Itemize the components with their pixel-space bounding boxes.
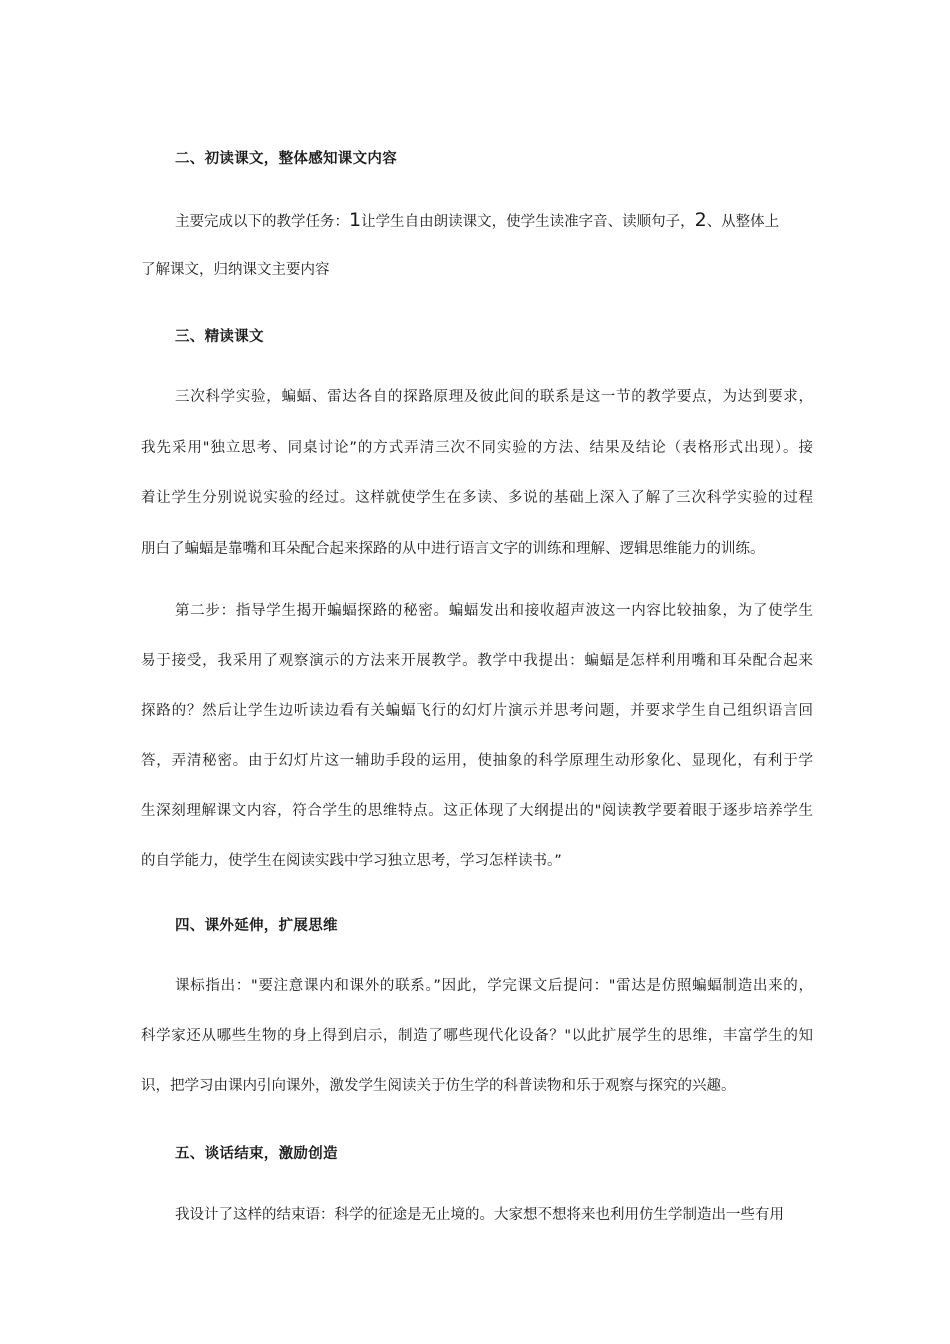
paragraph-line: 主要完成以下的教学任务：1让学生自由朗读课文，使学生读准字音、读顺句子，2、从整体上 (175, 209, 780, 231)
paragraph-line: 我设计了这样的结束语：科学的征途是无止境的。大家想不想将来也利用仿生学制造出一些有用 (175, 1207, 784, 1223)
paragraph-line: 易于接受，我采用了观察演示的方法来开展教学。教学中我提出：蝙蝠是怎样利用嘴和耳朵配合起来 (141, 653, 813, 669)
paragraph-line: 三次科学实验，蝙蝠、雷达各自的探路原理及彼此间的联系是这一节的教学要点，为达到要求， (175, 389, 813, 405)
paragraph-line: 生深刻理解课文内容，符合学生的思维特点。这正体现了大纲提出的"阅读教学要着眼于逐步培养学生 (141, 803, 813, 819)
section-heading-3: 三、精读课文 (175, 329, 264, 345)
section-heading-5: 五、谈话结束，激励创造 (175, 1146, 338, 1162)
paragraph-line: 我先采用"独立思考、同桌讨论”的方式弄清三次不同实验的方法、结果及结论（表格形式出现）。接 (141, 440, 813, 456)
paragraph-line: 课标指出："要注意课内和课外的联系。”因此，学完课文后提问："雷达是仿照蝙蝠制造出来的， (175, 978, 813, 994)
paragraph-line: 科学家还从哪些生物的身上得到启示，制造了哪些现代化设备？"以此扩展学生的思维，丰富学生的知 (141, 1028, 813, 1044)
paragraph-line: 朋白了蝙蝠是靠嘴和耳朵配合起来探路的从中进行语言文字的训练和理解、逻辑思维能力的训练。 (141, 541, 765, 557)
paragraph-line: 探路的？然后让学生边听读边看有关蝙蝠飞行的幻灯片演示并思考问题，并要求学生自己组织语言回 (141, 703, 813, 719)
paragraph-line: 了解课文，归纳课文主要内容 (141, 262, 330, 278)
paragraph-line: 的自学能力，使学生在阅读实践中学习独立思考，学习怎样读书。” (141, 853, 562, 869)
paragraph-line: 着让学生分别说说实验的经过。这样就使学生在多读、多说的基础上深入了解了三次科学实验的过程 (141, 490, 813, 506)
section-heading-2: 二、初读课文，整体感知课文内容 (175, 151, 397, 167)
paragraph-line: 第二步：指导学生揭开蝙蝠探路的秘密。蝙蝠发出和接收超声波这一内容比较抽象，为了使学生 (175, 603, 813, 619)
section-heading-4: 四、课外延伸，扩展思维 (175, 918, 338, 934)
paragraph-line: 识，把学习由课内引向课外，激发学生阅读关于仿生学的科普读物和乐于观察与探究的兴趣。 (141, 1078, 736, 1094)
paragraph-line: 答，弄清秘密。由于幻灯片这一辅助手段的运用，使抽象的科学原理生动形象化、显现化，有利于学 (141, 753, 813, 769)
